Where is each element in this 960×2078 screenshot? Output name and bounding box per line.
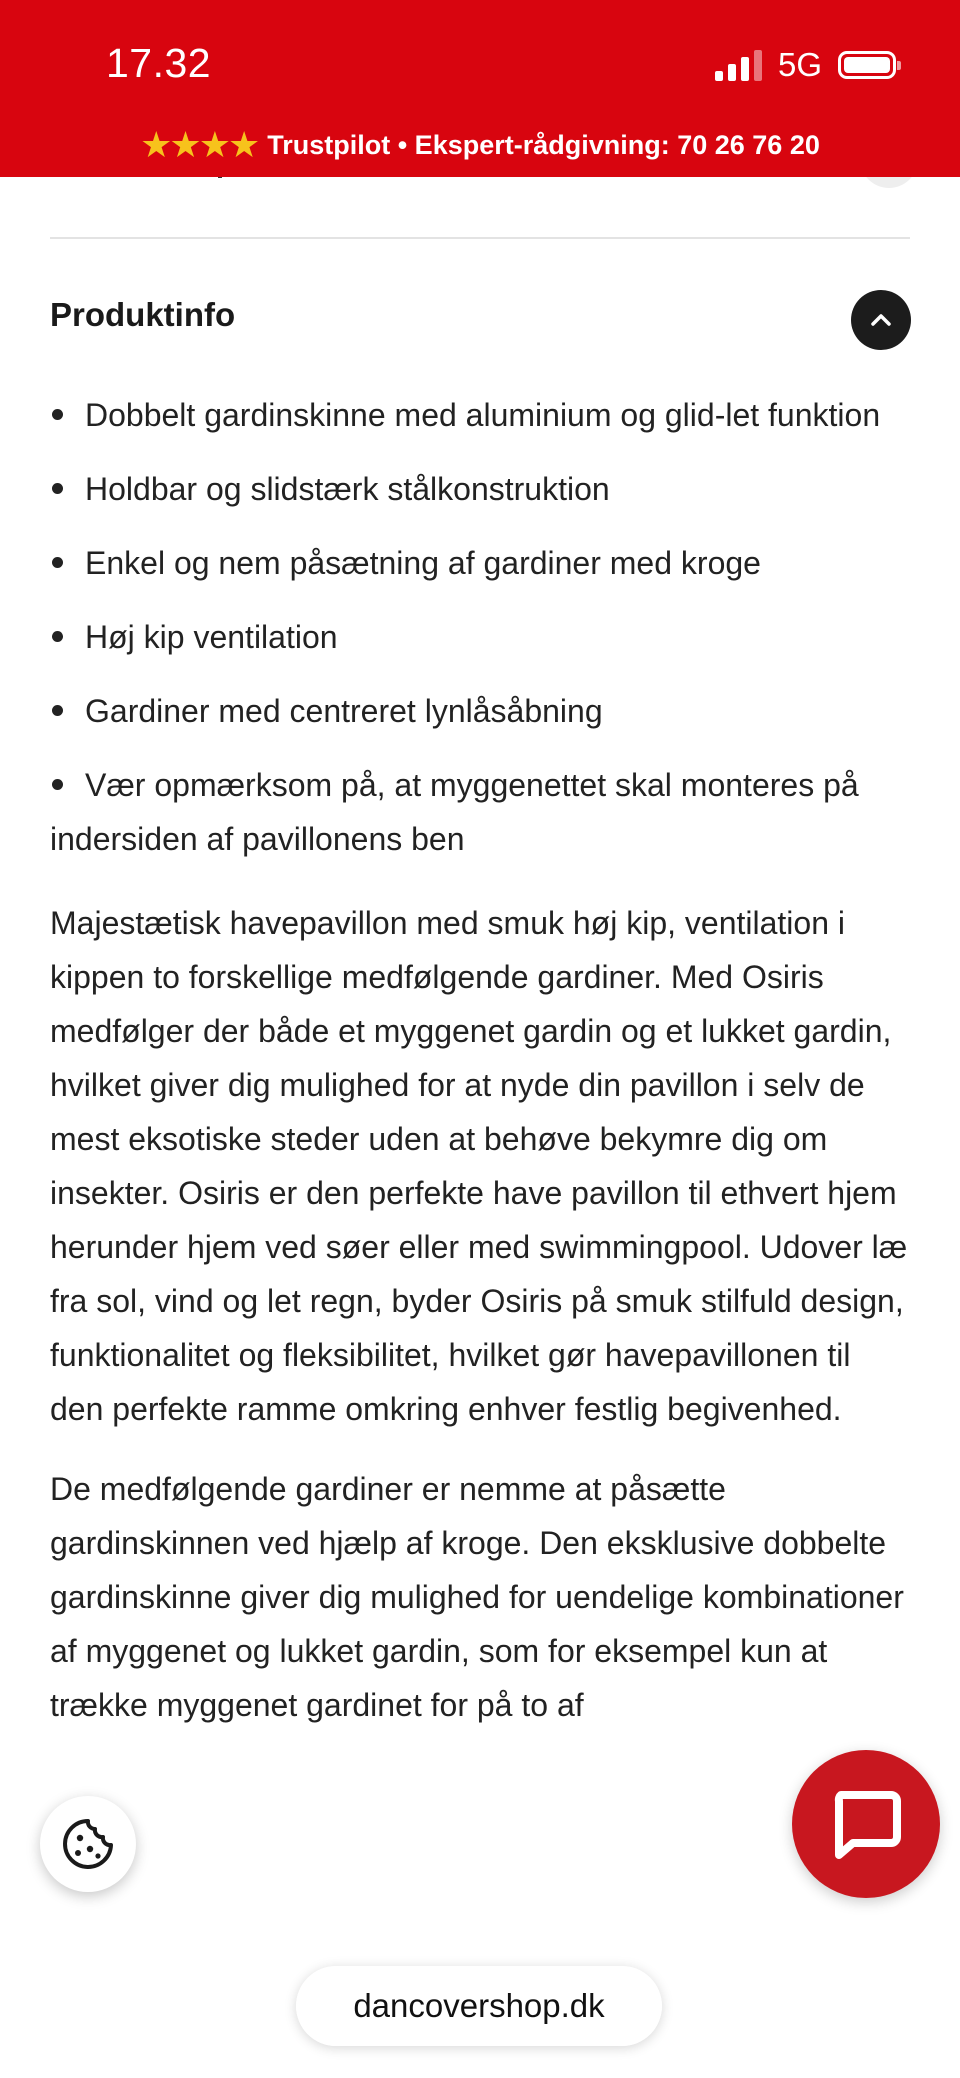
section-divider xyxy=(50,237,910,239)
trustpilot-text: Trustpilot • Ekspert-rådgivning: 70 26 76 20 xyxy=(267,130,820,160)
star-rating-icon: ★★★★ xyxy=(140,124,258,165)
top-banner xyxy=(0,0,960,177)
description-paragraph: De medfølgende gardiner er nemme at påsætte gardinskinnen ved hjælp af kroge. Den eksklusive dobbelte gardinskinne giver dig mulighed for uendelige kombinationer af myggenet og lukket gardin, som for eksempel kun at trække myggenet gardinet for på to af xyxy=(50,1471,904,1723)
network-label: 5G xyxy=(777,46,822,83)
feature-item: Dobbelt gardinskinne med aluminium og glid-let funktion xyxy=(50,388,912,442)
feature-item: Holdbar og slidstærk stålkonstruktion xyxy=(50,462,912,516)
feature-item: Høj kip ventilation xyxy=(50,610,912,664)
battery-icon xyxy=(838,51,896,79)
feature-item: Vær opmærksom på, at myggenettet skal monteres på indersiden af pavillonens ben xyxy=(50,758,912,866)
feature-item: Gardiner med centreret lynlåsåbning xyxy=(50,684,912,738)
feature-list xyxy=(50,388,912,866)
signal-icon xyxy=(715,49,762,81)
section-title: Produktinfo xyxy=(50,296,236,333)
cookie-settings-button[interactable] xyxy=(40,1796,136,1892)
cookie-icon xyxy=(60,1816,116,1872)
chevron-up-icon xyxy=(869,312,893,328)
status-icons xyxy=(715,46,896,84)
status-time: 17.32 xyxy=(106,40,212,86)
chat-button[interactable] xyxy=(792,1750,940,1898)
trustpilot-banner[interactable] xyxy=(0,124,960,166)
collapse-button[interactable] xyxy=(851,290,911,350)
chat-bubble-icon xyxy=(827,1785,905,1863)
product-info-content xyxy=(50,388,912,1732)
browser-address-bar[interactable]: dancovershop.dk xyxy=(296,1966,662,2046)
description-paragraph: Majestætisk havepavillon med smuk høj kip, ventilation i kippen to forskellige medfølgende gardiner. Med Osiris medfølger der både et myggenet gardin og et lukket gardin, hvilket giver dig mulighed for at nyde din pavillon i selv de mest eksotiske steder uden at behøve bekymre dig om insekter. Osiris er den perfekte have pavillon til ethvert hjem herunder hjem ved søer eller med swimmingpool. Udover læ fra sol, vind og let regn, byder Osiris på smuk stilfuld design, funktionalitet og fleksibilitet, hvilket gør havepavillonen til den perfekte ramme omkring enhver festlig begivenhed. xyxy=(50,905,908,1427)
feature-item: Enkel og nem påsætning af gardiner med kroge xyxy=(50,536,912,590)
